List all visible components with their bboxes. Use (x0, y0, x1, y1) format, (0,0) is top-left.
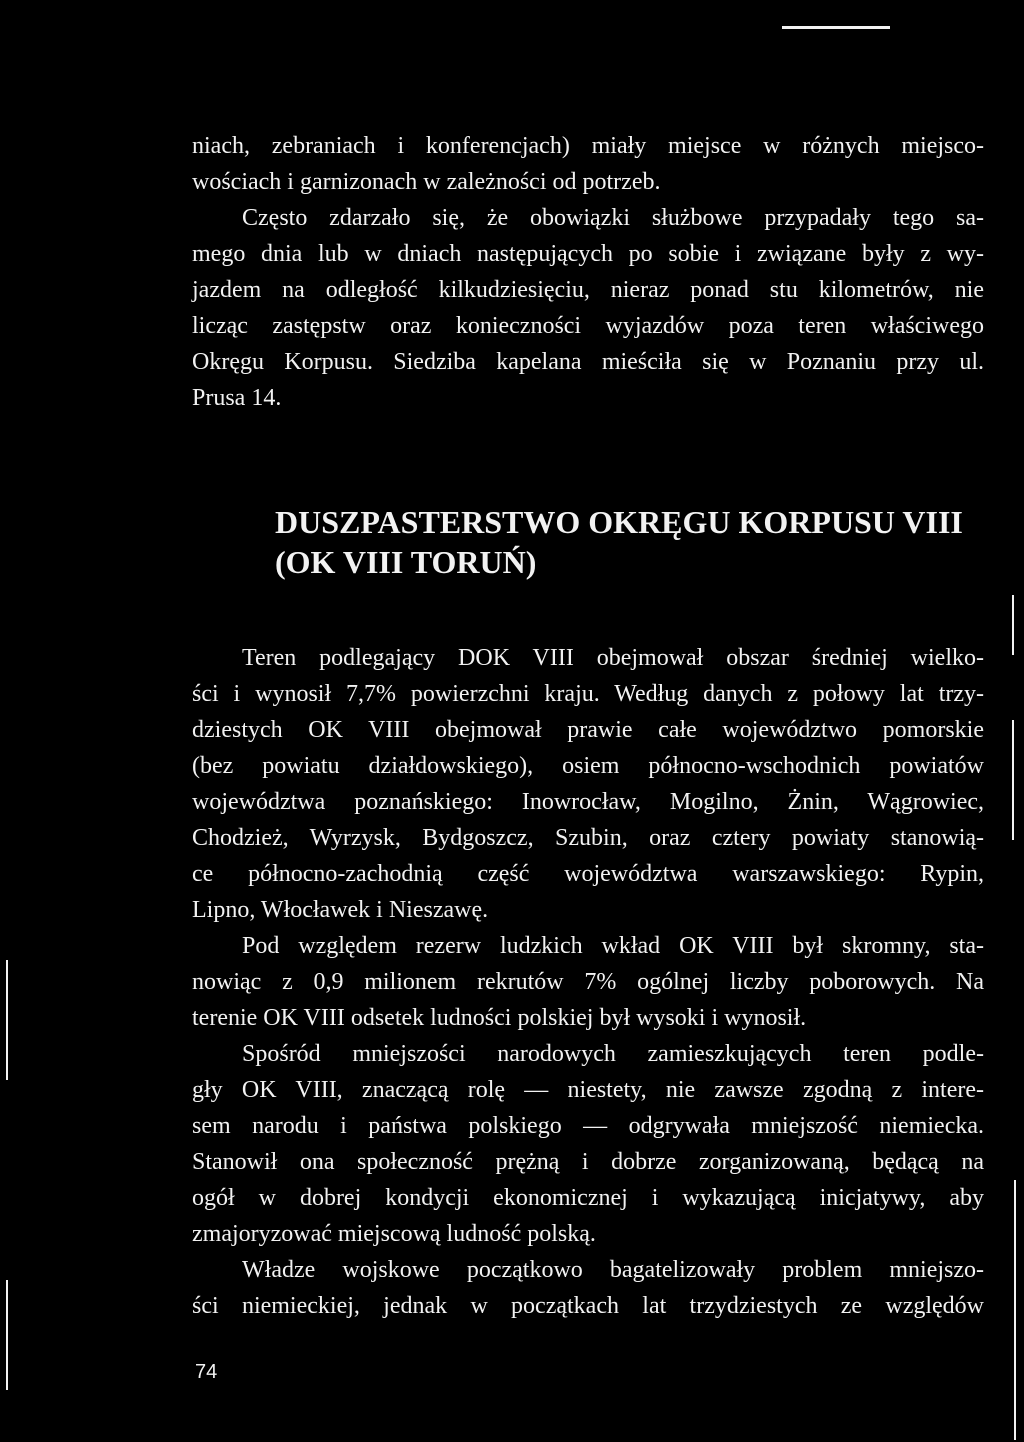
scan-edge-line (1014, 1180, 1016, 1440)
section-heading (275, 502, 995, 582)
page-number: 74 (195, 1361, 218, 1383)
text-line: Spośród mniejszości narodowych zamieszkujących teren podle- (242, 1041, 984, 1067)
text-line: (bez powiatu działdowskiego), osiem północno-wschodnich powiatów (192, 753, 984, 779)
scan-edge-line (6, 960, 8, 1080)
text-line: mego dnia lub w dniach następujących po sobie i związane były z wy- (192, 241, 984, 267)
text-line: dziestych OK VIII obejmował prawie całe województwo pomorskie (192, 717, 984, 743)
text-line: ogół w dobrej kondycji ekonomicznej i wykazującą inicjatywy, aby (192, 1185, 984, 1211)
top-paragraphs (192, 128, 984, 416)
text-line: Pod względem rezerw ludzkich wkład OK VIII był skromny, sta- (242, 933, 984, 959)
text-line: gły OK VIII, znaczącą rolę — niestety, nie zawsze zgodną z intere- (192, 1077, 984, 1103)
text-line: Często zdarzało się, że obowiązki służbowe przypadały tego sa- (242, 205, 984, 231)
scan-edge-line (1012, 595, 1014, 655)
text-line: niach, zebraniach i konferencjach) miały miejsce w różnych miejsco- (192, 133, 984, 159)
text-line: zmajoryzować miejscową ludność polską. (192, 1221, 596, 1247)
text-line: Władze wojskowe początkowo bagatelizowały problem mniejszo- (242, 1257, 984, 1283)
text-line: licząc zastępstw oraz konieczności wyjazdów poza teren właściwego (192, 313, 984, 339)
text-line: ce północno-zachodnią część województwa warszawskiego: Rypin, (192, 861, 984, 887)
text-line: województwa poznańskiego: Inowrocław, Mogilno, Żnin, Wągrowiec, (192, 789, 984, 815)
section-heading-line-1: DUSZPASTERSTWO OKRĘGU KORPUSU VIII (275, 504, 963, 540)
text-line: terenie OK VIII odsetek ludności polskiej był wysoki i wynosił. (192, 1005, 807, 1031)
scan-edge-line (1012, 720, 1014, 840)
text-line: Stanowił ona społeczność prężną i dobrze zorganizowaną, będącą na (192, 1149, 984, 1175)
text-line: nowiąc z 0,9 milionem rekrutów 7% ogólnej liczby poborowych. Na (192, 969, 984, 995)
text-line: Chodzież, Wyrzysk, Bydgoszcz, Szubin, oraz cztery powiaty stanowią- (192, 825, 984, 851)
text-line: sem narodu i państwa polskiego — odgrywała mniejszość niemiecka. (192, 1113, 984, 1139)
text-line: Lipno, Włocławek i Nieszawę. (192, 897, 489, 923)
text-line: Prusa 14. (192, 385, 282, 411)
text-line: Teren podlegający DOK VIII obejmował obszar średniej wielko- (242, 645, 984, 671)
text-line: Okręgu Korpusu. Siedziba kapelana mieściła się w Poznaniu przy ul. (192, 349, 984, 375)
text-line: jazdem na odległość kilkudziesięciu, nieraz ponad stu kilometrów, nie (192, 277, 984, 303)
text-line: ści i wynosił 7,7% powierzchni kraju. Według danych z połowy lat trzy- (192, 681, 984, 707)
scan-edge-line (6, 1280, 8, 1390)
section-heading-line-2: (OK VIII TORUŃ) (275, 544, 537, 580)
body-paragraphs (192, 640, 984, 1324)
text-line: ści niemieckiej, jednak w początkach lat trzydziestych ze względów (192, 1293, 984, 1319)
top-edge-rule (782, 26, 890, 29)
text-line: wościach i garnizonach w zależności od potrzeb. (192, 169, 661, 195)
